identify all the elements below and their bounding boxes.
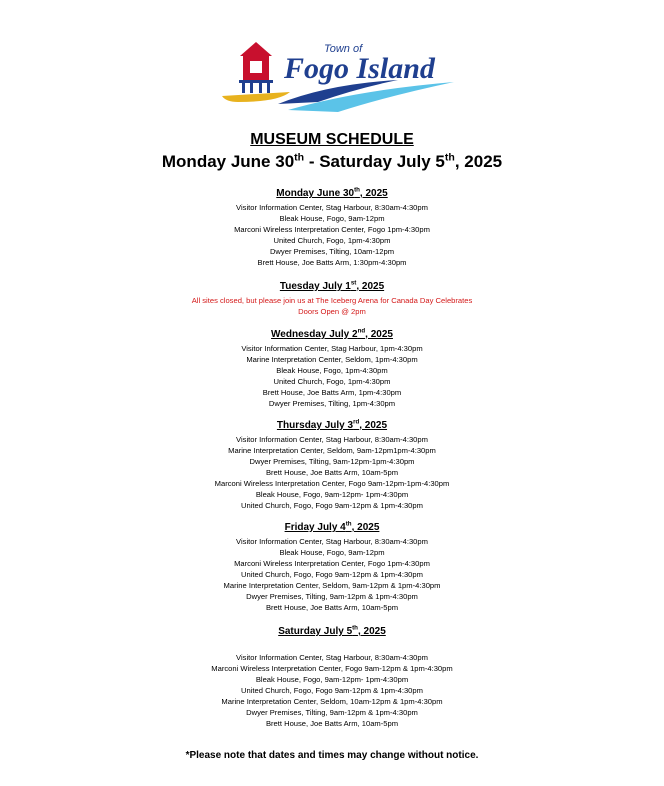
schedule-line: Marconi Wireless Interpretation Center, Fogo 9am-12pm & 1pm-4:30pm: [211, 664, 453, 673]
day-heading: Saturday July 5th, 2025: [278, 624, 386, 637]
week-start-suffix: th: [294, 151, 305, 164]
day-heading: Wednesday July 2nd, 2025: [271, 327, 393, 340]
schedule-line: Dwyer Premises, Tilting, 9am-12pm & 1pm-4:30pm: [246, 708, 418, 717]
schedule-line: Visitor Information Center, Stag Harbour, 8:30am-4:30pm: [236, 435, 428, 444]
change-notice: *Please note that dates and times may change without notice.: [185, 750, 479, 761]
schedule-line: Visitor Information Center, Stag Harbour, 1pm-4:30pm: [241, 344, 423, 353]
schedule-line: Marine Interpretation Center, Seldom, 9am-12pm & 1pm-4:30pm: [223, 581, 441, 590]
schedule-line: Marconi Wireless Interpretation Center, Fogo 1pm-4:30pm: [234, 559, 430, 568]
logo-large-text: Fogo Island: [284, 52, 435, 85]
week-range-title: [0, 151, 664, 173]
schedule-line: Dwyer Premises, Tilting, 10am-12pm: [269, 247, 395, 256]
schedule-line: Dwyer Premises, Tilting, 9am-12pm & 1pm-4:30pm: [246, 592, 418, 601]
schedule-line: Visitor Information Center, Stag Harbour, 8:30am-4:30pm: [236, 653, 428, 662]
schedule-line: Visitor Information Center, Stag Harbour, 8:30am-4:30pm: [236, 537, 428, 546]
schedule-line: Bleak House, Fogo, 9am-12pm: [279, 548, 385, 557]
schedule-line: Bleak House, Fogo, 1pm-4:30pm: [276, 366, 388, 375]
schedule-line: Bleak House, Fogo, 9am-12pm- 1pm-4:30pm: [255, 675, 409, 684]
week-year: , 2025: [454, 152, 503, 171]
schedule-line: Marine Interpretation Center, Seldom, 9am-12pm1pm-4:30pm: [228, 446, 436, 455]
schedule-line: Dwyer Premises, Tilting, 9am-12pm-1pm-4:30pm: [249, 457, 415, 466]
schedule-line: United Church, Fogo, Fogo 9am-12pm & 1pm-4:30pm: [241, 686, 423, 695]
logo-small-text: Town of: [324, 43, 363, 55]
week-end: - Saturday July 5: [304, 152, 445, 171]
doors-open-notice: Doors Open @ 2pm: [298, 307, 366, 316]
title-block: [0, 130, 664, 173]
schedule-line: Brett House, Joe Batts Arm, 1:30pm-4:30pm: [257, 258, 407, 267]
closed-notice: All sites closed, but please join us at The Iceberg Arena for Canada Day Celebrates: [191, 296, 473, 305]
fogo-island-logo-graphic: [218, 36, 458, 114]
schedule-line: United Church, Fogo, Fogo 9am-12pm & 1pm-4:30pm: [241, 501, 423, 510]
day-section-saturday: [0, 625, 664, 729]
day-heading: Monday June 30th, 2025: [276, 186, 388, 199]
schedule-title: MUSEUM SCHEDULE: [250, 131, 414, 148]
day-section-thursday: [0, 419, 664, 511]
blank-line: [0, 640, 664, 652]
schedule-line: Marine Interpretation Center, Seldom, 10am-12pm & 1pm-4:30pm: [221, 697, 443, 706]
day-section-friday: [0, 521, 664, 613]
week-end-suffix: th: [444, 151, 455, 164]
schedule-line: Brett House, Joe Batts Arm, 10am-5pm: [265, 719, 399, 728]
schedule-line: Brett House, Joe Batts Arm, 1pm-4:30pm: [262, 388, 402, 397]
schedule-line: United Church, Fogo, Fogo 9am-12pm & 1pm-4:30pm: [241, 570, 423, 579]
town-logo: [218, 36, 458, 114]
schedule-line: Bleak House, Fogo, 9am-12pm- 1pm-4:30pm: [255, 490, 409, 499]
schedule-line: Marconi Wireless Interpretation Center, Fogo 9am-12pm-1pm-4:30pm: [214, 479, 450, 488]
day-section-tuesday: [0, 280, 664, 317]
house-icon: [239, 42, 273, 93]
schedule-line: Bleak House, Fogo, 9am-12pm: [279, 214, 385, 223]
schedule-line: Brett House, Joe Batts Arm, 10am-5pm: [265, 603, 399, 612]
schedule-line: United Church, Fogo, 1pm-4:30pm: [273, 377, 391, 386]
schedule-line: Marconi Wireless Interpretation Center, Fogo 1pm-4:30pm: [234, 225, 430, 234]
day-section-monday: [0, 187, 664, 268]
schedule-line: United Church, Fogo, 1pm-4:30pm: [273, 236, 391, 245]
schedule-line: Marine Interpretation Center, Seldom, 1pm-4:30pm: [246, 355, 418, 364]
schedule-line: Brett House, Joe Batts Arm, 10am-5pm: [265, 468, 399, 477]
week-start: Monday June 30: [161, 152, 295, 171]
boat-icon: [222, 92, 290, 102]
schedule-line: Dwyer Premises, Tilting, 1pm-4:30pm: [268, 399, 396, 408]
schedule-line: Visitor Information Center, Stag Harbour, 8:30am-4:30pm: [236, 203, 428, 212]
day-section-wednesday: [0, 328, 664, 409]
day-heading: Thursday July 3rd, 2025: [276, 418, 388, 431]
day-heading: Tuesday July 1st, 2025: [279, 279, 385, 292]
day-heading: Friday July 4th, 2025: [284, 520, 380, 533]
